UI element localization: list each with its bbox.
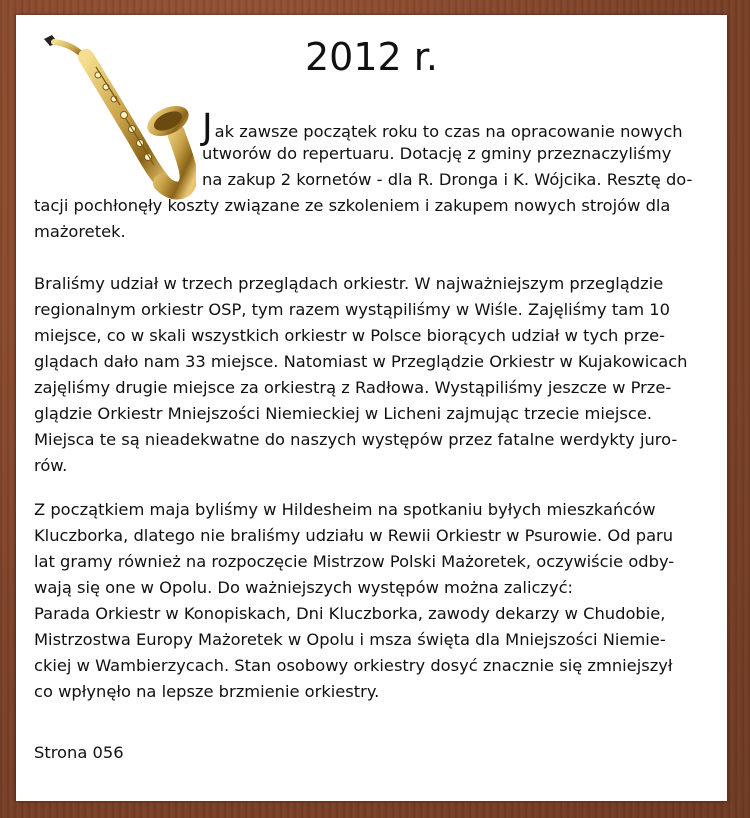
paragraph-1-line: tacji pochłonęły koszty związane ze szkoleniem i zakupem nowych strojów dla xyxy=(34,196,671,215)
paragraph-2-line: Braliśmy udział w trzech przeglądach orkiestr. W najważniejszym przeglądzie xyxy=(34,274,664,293)
paragraph-2-line: miejsce, co w skali wszystkich orkiestr w Polsce biorących udział w tych prze- xyxy=(34,326,666,345)
paragraph-3-line: Kluczborka, dlatego nie braliśmy udziału w Rewii Orkiestr w Psurowie. Od paru xyxy=(34,526,674,545)
paragraph-2-line: rów. xyxy=(34,456,68,475)
paragraph-1 xyxy=(202,107,693,193)
paragraph-1-line: mażoretek. xyxy=(34,222,126,241)
document-page xyxy=(16,15,727,801)
paragraph-3-line: Z początkiem maja byliśmy w Hildesheim na spotkaniu byłych mieszkańców xyxy=(34,500,656,519)
paragraph-1-line: na zakup 2 kornetów - dla R. Dronga i K. Wójcika. Resztę do- xyxy=(202,170,693,189)
page-title: 2012 r. xyxy=(305,35,438,79)
paragraph-1-continued xyxy=(34,193,670,245)
page-number: Strona 056 xyxy=(34,743,124,762)
paragraph-3-line: lat gramy również na rozpoczęcie Mistrzow Polski Mażoretek, oczywiście odby- xyxy=(34,552,675,571)
paragraph-2 xyxy=(34,271,687,479)
drop-cap: J xyxy=(202,107,213,148)
paragraph-1-line: Jak zawsze początek roku to czas na opracowanie nowych xyxy=(202,107,683,148)
paragraph-2-line: glądzie Orkiestr Mniejszości Niemieckiej w Licheni zajmując trzecie miejsce. xyxy=(34,404,653,423)
paragraph-2-line: regionalnym orkiestr OSP, tym razem wystąpiliśmy w Wiśle. Zajęliśmy tam 10 xyxy=(34,300,670,319)
paragraph-1-line: utworów do repertuaru. Dotację z gminy przeznaczyliśmy xyxy=(202,144,672,163)
paragraph-3-line: ckiej w Wambierzycach. Stan osobowy orkiestry dosyć znacznie się zmniejszył xyxy=(34,656,673,675)
paragraph-3-line: co wpłynęło na lepsze brzmienie orkiestry. xyxy=(34,682,380,701)
paragraph-3 xyxy=(34,497,674,705)
paragraph-2-line: Miejsca te są nieadekwatne do naszych występów przez fatalne werdykty juro- xyxy=(34,430,678,449)
paragraph-2-line: glądach dało nam 33 miejsce. Natomiast w Przeglądzie Orkiestr w Kujakowicach xyxy=(34,352,688,371)
paragraph-3-line: Parada Orkiestr w Konopiskach, Dni Kluczborka, zawody dekarzy w Chudobie, xyxy=(34,604,666,623)
paragraph-3-line: Mistrzostwa Europy Mażoretek w Opolu i msza święta dla Mniejszości Niemie- xyxy=(34,630,666,649)
paragraph-3-line: wają się one w Opolu. Do ważniejszych występów można zaliczyć: xyxy=(34,578,574,597)
paragraph-2-line: zajęliśmy drugie miejsce za orkiestrą z Radłowa. Wystąpiliśmy jeszcze w Prze- xyxy=(34,378,672,397)
